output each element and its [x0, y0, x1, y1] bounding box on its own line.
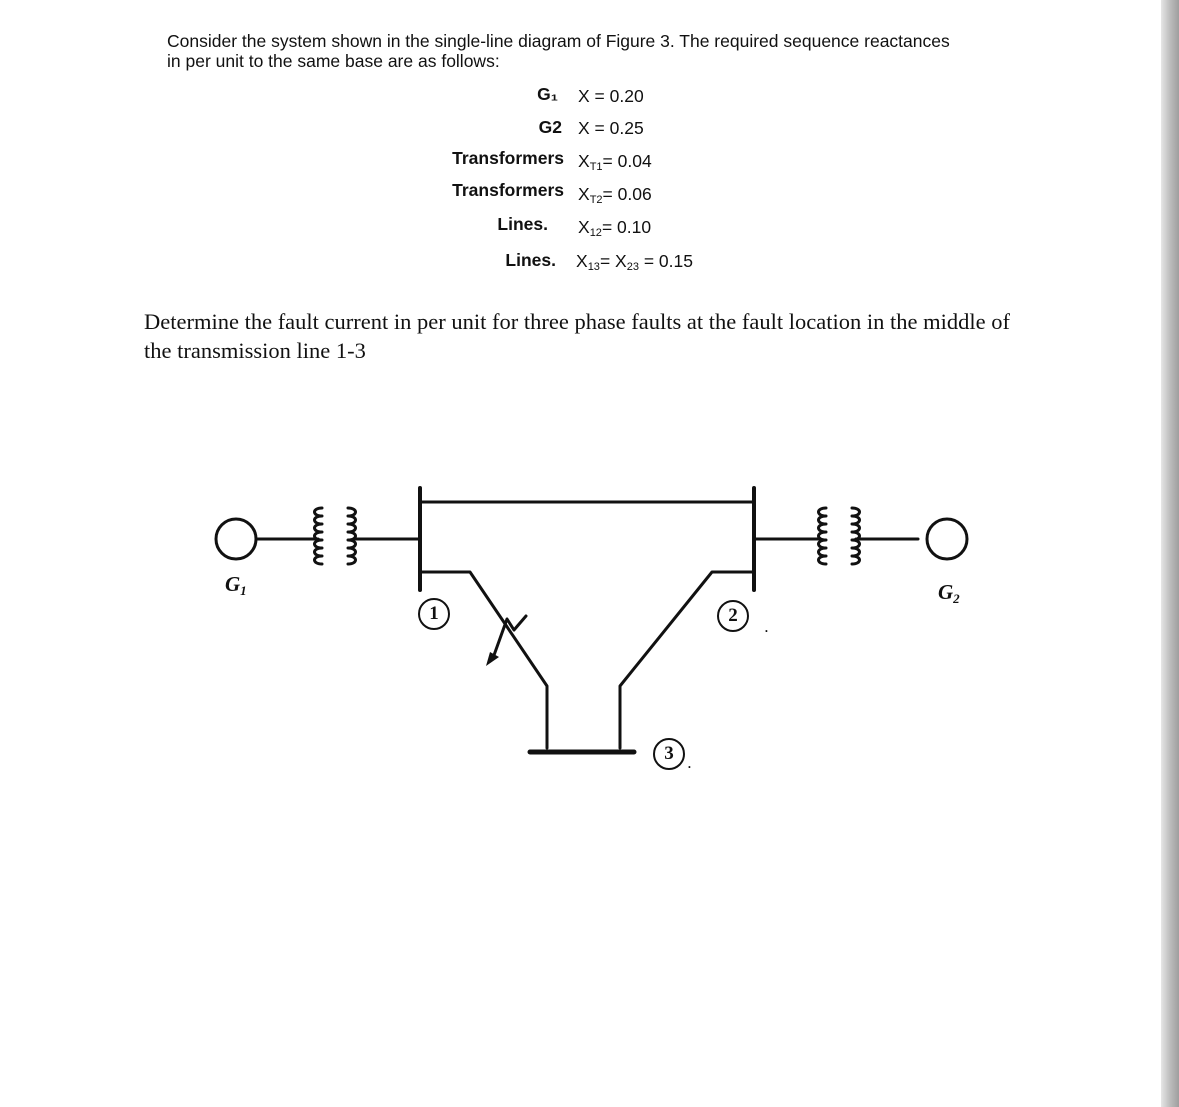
intro-line-2: in per unit to the same base are as follows:: [167, 51, 500, 71]
generator-1-label: $G_1$: [225, 572, 247, 598]
reactance-value-t2: $X_{T2}= 0.06$: [578, 184, 652, 206]
reactance-label-line12: Lines.: [497, 214, 548, 234]
generator-1-symbol: [216, 519, 256, 559]
reactance-label-g2: G2: [538, 117, 562, 137]
generator-2-label: $G_2$: [938, 580, 960, 606]
transformer-2-secondary-icon: [852, 508, 860, 564]
bus-3-suffix: .: [687, 752, 692, 772]
bus-3-number: 3: [653, 738, 685, 770]
reactance-label-line13-23: Lines.: [505, 250, 556, 270]
bus-2-number: 2: [717, 600, 749, 632]
transformer-2-primary-icon: [819, 508, 827, 564]
window-edge: [1161, 0, 1179, 1107]
reactance-value-line13-23: $X_{13}= X_{23} = 0.15$: [576, 251, 693, 273]
question-line-1: Determine the fault current in per unit for three phase faults at the fault location in the middle of: [144, 309, 1010, 334]
bus-2-suffix: .: [764, 616, 769, 636]
transformer-1-secondary-icon: [348, 508, 356, 564]
reactance-value-t1: $X_{T1}= 0.04$: [578, 151, 652, 173]
question-line-2: the transmission line 1-3: [144, 338, 366, 363]
intro-line-1: Consider the system shown in the single-line diagram of Figure 3. The required sequence reactances: [167, 31, 950, 51]
reactance-label-t2: Transformers: [452, 180, 564, 200]
reactance-value-g1: X = 0.20: [578, 86, 644, 106]
fault-arrowhead-icon: [486, 652, 499, 666]
reactance-value-line12: $X_{12}= 0.10$: [578, 217, 652, 239]
bus-1-number: 1: [418, 598, 450, 630]
reactance-value-g2: X = 0.25: [578, 118, 644, 138]
fault-icon: [493, 616, 526, 658]
reactance-label-t1: Transformers: [452, 148, 564, 168]
reactance-label-g1: G₁: [537, 84, 558, 104]
line-2-3: [620, 572, 754, 748]
generator-2-symbol: [927, 519, 967, 559]
transformer-1-primary-icon: [315, 508, 323, 564]
